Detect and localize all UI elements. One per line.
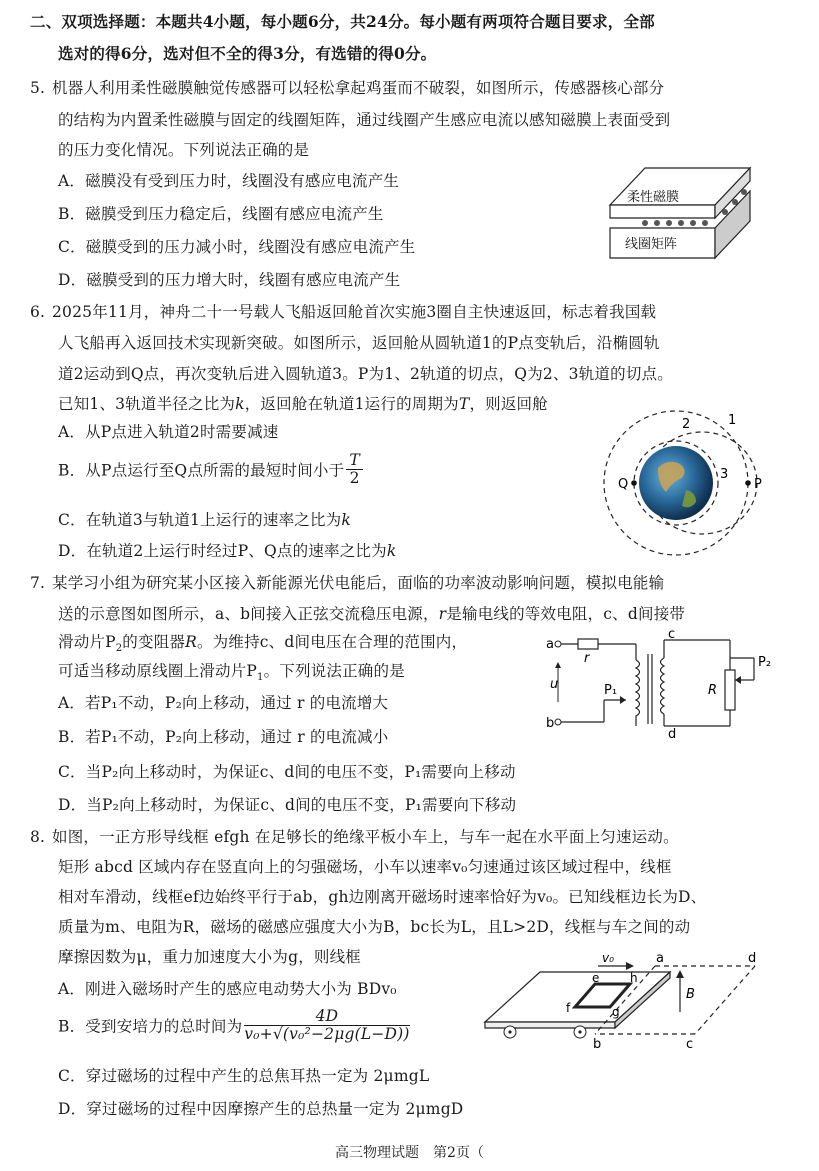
q5-option-a: A．磁膜没有受到压力时，线圈没有感应电流产生: [58, 172, 400, 190]
svg-text:g: g: [612, 1005, 620, 1019]
svg-text:P₂: P₂: [758, 655, 772, 670]
orbit-label-Q: Q: [618, 477, 629, 492]
svg-text:b: b: [546, 716, 555, 731]
q7-option-c: C．当P₂向上移动时，为保证c、d间的电压不变，P₁需要向上移动: [58, 763, 516, 781]
svg-text:v₀: v₀: [602, 952, 614, 965]
q8-stem-2: 矩形 abcd 区域内存在竖直向上的匀强磁场，小车以速率v₀匀速通过该区域过程中，线框: [58, 858, 672, 876]
svg-text:h: h: [630, 971, 638, 985]
orbit-label-P: P: [754, 477, 762, 492]
q7-option-b: B．若P₁不动，P₂向上移动，通过 r 的电流减小: [58, 728, 389, 746]
orbit-label-2: 2: [682, 417, 691, 432]
q6-stem-4: 已知1、3轨道半径之比为k，返回舱在轨道1运行的周期为T，则返回舱: [58, 395, 548, 413]
orbit-label-3: 3: [720, 467, 729, 482]
svg-text:u: u: [550, 677, 559, 692]
q7-stem-1: 7. 某学习小组为研究某小区接入新能源光伏电能后，面临的功率波动影响问题，模拟电能输: [30, 574, 665, 592]
svg-text:B: B: [686, 987, 695, 1002]
section-heading-cont: 选对的得6分，选对但不全的得3分，有选错的得0分。: [58, 44, 437, 63]
q5-stem-2: 的结构为内置柔性磁膜与固定的线圈矩阵，通过线圈产生感应电流以感知磁膜上表面受到: [58, 111, 671, 129]
q6-stem-1: 6. 2025年11月，神舟二十一号载人飞船返回舱首次实施3圈自主快速返回，标志着我国载: [30, 303, 657, 321]
svg-text:c: c: [668, 630, 676, 642]
q6-option-c: C．在轨道3与轨道1上运行的速率之比为k: [58, 511, 351, 529]
circuit-figure: [540, 630, 780, 740]
q8-stem-3: 相对车滑动，线框ef边始终平行于ab，gh边刚离开磁场时速率恰好为v₀。已知线框边长为D、: [58, 888, 707, 906]
svg-text:P₁: P₁: [604, 683, 618, 698]
q5-option-d: D．磁膜受到的压力增大时，线圈有感应电流产生: [58, 271, 401, 289]
q6-stem-2: 人飞船再入返回技术实现新突破。如图所示，返回舱从圆轨道1的P点变轨后，沿椭圆轨: [58, 334, 660, 352]
cart-figure: [480, 952, 795, 1052]
svg-text:c: c: [686, 1037, 694, 1052]
q8-option-d: D．穿过磁场的过程中因摩擦产生的总热量一定为 2μmgD: [58, 1100, 464, 1118]
q6-option-a: A．从P点进入轨道2时需要减速: [58, 423, 279, 441]
svg-text:f: f: [566, 1001, 571, 1015]
section-heading: 二、双项选择题：本题共4小题，每小题6分，共24分。每小题有两项符合题目要求，全部: [30, 12, 655, 31]
q7-option-d: D．当P₂向上移动时，为保证c、d间的电压不变，P₁需要向下移动: [58, 796, 517, 814]
svg-text:e: e: [592, 971, 600, 985]
svg-text:a: a: [656, 952, 664, 966]
q5-stem-3: 的压力变化情况。下列说法正确的是: [58, 141, 310, 159]
page-footer: 高三物理试题 第2页（: [335, 1145, 484, 1161]
q7-stem-3: 滑动片$P_2$的变阻器R。为维持c、d间电压在合理的范围内，: [58, 633, 468, 655]
q8-stem-4: 质量为m、电阻为R，磁场的磁感应强度大小为B，bc长为L，且L>2D，线框与车之间的动: [58, 918, 691, 936]
q6-option-d: D．在轨道2上运行时经过P、Q点的速率之比为k: [58, 542, 397, 560]
q5-stem-1: 5. 机器人利用柔性磁膜触觉传感器可以轻松拿起鸡蛋而不破裂，如图所示，传感器核心部分: [30, 79, 665, 97]
svg-text:R: R: [708, 683, 718, 698]
orbit-label-1: 1: [728, 413, 737, 428]
q8-option-b: B．受到安培力的总时间为 $\frac{4D}{\text{v₀+√(v₀²−2μg(L−D))}}$: [58, 1007, 410, 1043]
q8-stem-1: 8. 如图，一正方形导线框 efgh 在足够长的绝缘平板小车上，与车一起在水平面上匀速运动。: [30, 828, 679, 846]
fig-label-coil: 线圈矩阵: [625, 237, 678, 252]
q8-option-a: A．刚进入磁场时产生的感应电动势大小为 BDv₀: [58, 980, 397, 998]
svg-text:a: a: [546, 637, 554, 652]
svg-text:b: b: [593, 1037, 602, 1052]
svg-text:r: r: [584, 651, 590, 666]
q8-stem-5: 摩擦因数为μ，重力加速度大小为g，则线框: [58, 948, 361, 966]
q6-stem-3: 道2运动到Q点，再次变轨后进入圆轨道3。P为1、2轨道的切点，Q为2、3轨道的切点。: [58, 365, 673, 383]
q6-option-b: B．从P点运行至Q点所需的最短时间小于 $\frac{T}{2}$: [58, 452, 363, 487]
fig-label-membrane: 柔性磁膜: [627, 190, 680, 205]
q5-option-c: C．磁膜受到的压力减小时，线圈没有感应电流产生: [58, 238, 416, 256]
svg-text:d: d: [748, 952, 757, 966]
q7-stem-2: 送的示意图如图所示，a、b间接入正弦交流稳压电源，r是输电线的等效电阻，c、d间接带: [58, 605, 686, 623]
earth-globe: [639, 446, 713, 520]
q5-option-b: B．磁膜受到压力稳定后，线圈有感应电流产生: [58, 205, 384, 223]
q7-option-a: A．若P₁不动，P₂向上移动，通过 r 的电流增大: [58, 694, 389, 712]
orbit-figure: [598, 408, 776, 558]
sensor-figure: [605, 160, 755, 260]
svg-text:d: d: [668, 727, 677, 740]
q8-option-c: C．穿过磁场的过程中产生的总焦耳热一定为 2μmgL: [58, 1067, 430, 1085]
q7-stem-4: 可适当移动原线圈上滑动片$P_1$。下列说法正确的是: [58, 662, 405, 684]
